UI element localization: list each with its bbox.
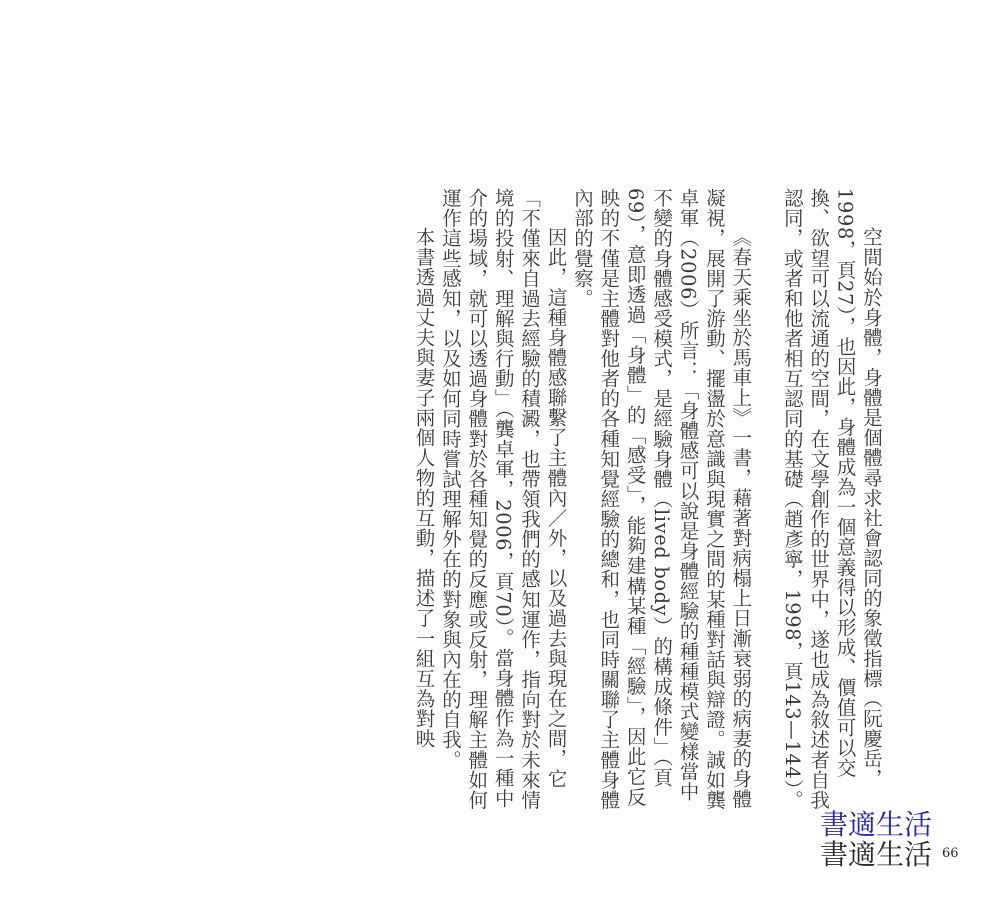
page-number: 66 xyxy=(942,846,959,861)
paragraph-2: 《春天乘坐於馬車上》一書，藉著對病榻上日漸衰弱的病妻的身體凝視，展開了游動、擺盪於意識與現實之間的某種對話與辯證。誠如龔卓軍（2006）所言：「身體感可以說是身體經驗的種種模式變樣當中不變的身體感受模式，是經驗身體（lived body）的構成條件」（頁69），意即透過「身體」的「感受」，能夠建構某種「經驗」，因此它反映的不僅是主體對他者的各種知覺經驗的總和，也同時關聯了主體身體內部的覺察。 xyxy=(570,188,753,810)
paragraph-4: 本書透過丈夫與妻子兩個人物的互動，描述了一組互為對映 xyxy=(412,226,436,749)
brand-watermark-black: 書適生活 xyxy=(820,838,933,871)
paragraph-3: 因此，這種身體感聯繫了主體內／外，以及過去與現在之間，它「不僅來自過去經驗的積澱，也帶領我們的感知運作，指向對於未來情境的投射、理解與行動」（龔卓軍，2006，頁70）。當身體作為一種中介的場域，就可以透過身體對於各種知覺的反應或反射，理解主體如何運作這些感知，以及如何同時嘗試理解外在的對象與內在的自我。 xyxy=(438,188,568,810)
brand-watermark-blue: 書適生活 xyxy=(820,808,933,841)
vertical-text-body xyxy=(104,188,884,813)
page-footer xyxy=(818,808,1000,878)
paragraph-1: 空間始於身體，身體是個體尋求社會認同的象徵指標（阮慶岳，1998，頁27），也因此，身體成為一個意義得以形成、價值可以交換、欲望可以流通的空間，在文學創作的世界中，遂也成為敘述者自我認同，或者和他者相互認同的基礎（趙彥寧，1998，頁143—144）。 xyxy=(780,188,883,810)
